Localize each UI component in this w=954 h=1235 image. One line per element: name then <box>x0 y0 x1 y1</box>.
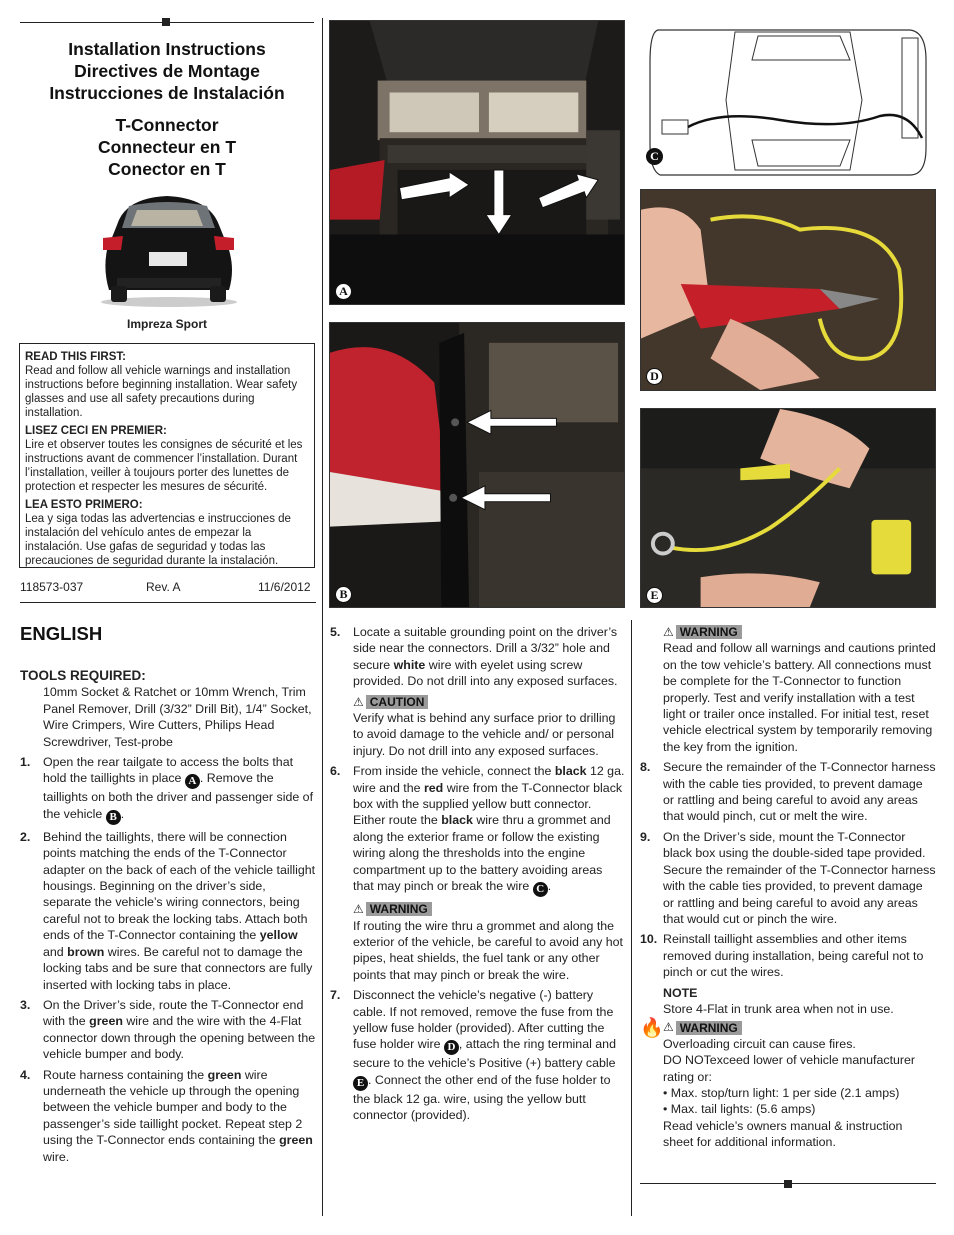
tools-list: 10mm Socket & Ratchet or 10mm Wrench, Trim Panel Remover, Drill (3/32” Drill Bit), 1/4” Socket, Wire Crimpers, Wire Cutters, Philips Head Screwdriver, Test-probe <box>43 685 312 749</box>
step-1: 1. Open the rear tailgate to access the bolts that hold the taillights in place A . Remove the taillights on both the driver and passenger side of the vehicle B . <box>20 755 314 823</box>
column-1 <box>20 668 316 1169</box>
photo-a-open-tailgate <box>329 20 625 305</box>
vehicle-image <box>97 190 240 308</box>
step-7: 7. Disconnect the vehicle’s negative (-) battery cable. If not removed, remove the fuse from the yellow fuse holder (provided). After cutting the fuse holder wire D , attach the ring terminal and secure to the vehicle’s Positive (+) battery cable E . Connect the other end of the fuse holder to the black 12 ga. wire, using the yellow butt connector (provided). <box>330 988 616 1123</box>
notice-fr-body: Lire et observer toutes les consignes de sécurité et les instructions avant de commencer l’installation. Durant l’installation, veiller à toujours porter des lunettes de protection et respecter les mesures de sécurité. <box>25 439 303 493</box>
step-10: 10. Reinstall taillight assemblies and other items removed during installation, being careful not to pinch or cut the wires. <box>640 932 924 980</box>
ref-a-icon: A <box>185 774 200 789</box>
fire-hazard-icon: 🔥 <box>640 1018 664 1040</box>
step-6: 6. From inside the vehicle, connect the black 12 ga. wire and the red wire from the T-Connector black box with the supplied yellow butt connector. Either route the black wire thru a grommet and along the exterior frame or follow the existing wiring along the thresholds into the engine compartment up to the battery avoiding areas that may pinch or break the wire C . <box>330 764 625 896</box>
photo-e-battery-connection <box>640 408 936 608</box>
step-8: 8. Secure the remainder of the T-Connector harness with the cable ties provided, to prevent damage or rattling and being careful to avoid any areas that would pinch, cut or melt the wire. <box>640 760 936 824</box>
notice-es-body: Lea y siga todas las advertencias e instrucciones de instalación del vehículo antes de empezar la instalación. Use gafas de seguridad y todas las precauciones de seguridad durante la instalación. <box>25 513 291 567</box>
ref-d-icon: D <box>444 1040 459 1055</box>
caution-label: ⚠ CAUTION <box>353 694 428 710</box>
photo-b-taillight-bolts <box>329 322 625 608</box>
diagram-c-wire-routing <box>640 20 936 183</box>
language-heading: ENGLISH <box>20 623 103 644</box>
column-2 <box>330 624 626 1128</box>
photo-d-label: D <box>646 368 663 385</box>
info-rule <box>20 602 316 603</box>
bottom-marker-right <box>784 1180 792 1188</box>
doc-date: 11/6/2012 <box>258 580 311 594</box>
top-marker-left <box>162 18 170 26</box>
step-4: 4. Route harness containing the green wire underneath the vehicle up through the opening between the vehicle bumper and body to the passenger’s side taillight pocket. Repeat step 2 using the T-Connector ends containing the green wire. <box>20 1067 313 1164</box>
notice-fr-heading: LISEZ CECI EN PREMIER: <box>25 425 167 437</box>
title-block <box>20 38 314 180</box>
diagram-c-label: C <box>646 148 663 165</box>
title-en: Installation Instructions <box>68 39 266 59</box>
warning-6 <box>330 901 626 983</box>
final-warning-line-1: Overloading circuit can cause fires. <box>663 1036 856 1051</box>
step-10-number: 10. <box>640 932 658 947</box>
caution-5-text: Verify what is behind any surface prior to drilling to avoid damage to the vehicle and/ or personal injury. Do not drill into any exposed surfaces. <box>353 711 616 758</box>
step-9: 9. On the Driver’s side, mount the T-Connector black box using the double-sided tape provided. Secure the remainder of the T-Connector harness with the cable ties provided, to prevent damage or rattling and being careful to avoid any areas that would cut or pinch the wire. <box>640 829 936 926</box>
step-7-number: 7. <box>330 988 341 1003</box>
ref-e-icon: E <box>353 1076 368 1091</box>
step-9-number: 9. <box>640 829 651 844</box>
note-text: Store 4-Flat in trunk area when not in use. <box>663 1001 894 1016</box>
step-3: 3. On the Driver’s side, route the T-Connector end with the green wire and the wire with the 4-Flat connector down through the opening between the vehicle bumper and body. <box>20 997 316 1062</box>
step-2: 2. Behind the taillights, there will be connection points matching the ends of the T-Connector adapter on the back of each of the vehicle taillight housings. Beginning on the driver’s side, separate the vehicle’s wiring connectors, being careful not to break the locking tabs. Attach both ends of the T-Connector containing the yellow and brown wires. Be careful not to damage the locking tabs and be sure that connectors are fully inserted with locking tabs in place. <box>20 829 316 992</box>
step-5-number: 5. <box>330 625 341 639</box>
product-es: Conector en T <box>108 159 226 179</box>
photo-b-label: B <box>335 586 352 603</box>
note-block <box>640 985 936 1018</box>
warning-triangle-icon: ⚠ <box>663 625 674 639</box>
read-first-box <box>19 343 315 568</box>
warning-triangle-icon: ⚠ <box>663 1020 674 1035</box>
product-fr: Connecteur en T <box>97 137 237 157</box>
final-warning-line-4: • Max. tail lights: (5.6 amps) <box>663 1102 816 1117</box>
final-warning <box>640 1019 936 1150</box>
product-en: T-Connector <box>115 115 219 135</box>
ref-c-icon: C <box>533 882 548 897</box>
warning-label: ⚠ WARNING <box>663 624 742 640</box>
step-3-number: 3. <box>20 997 31 1012</box>
warning-label: ⚠ WARNING <box>353 901 432 917</box>
column-divider-right <box>631 620 632 1216</box>
caution-5 <box>330 694 626 760</box>
tools-heading: TOOLS REQUIRED: <box>20 668 146 683</box>
photo-d-cutting-fuse-wire <box>640 189 936 391</box>
title-fr: Directives de Montage <box>74 61 260 81</box>
final-warning-line-5: Read vehicle’s owners manual & instruction sheet for additional information. <box>663 1118 903 1150</box>
step-8-number: 8. <box>640 760 651 775</box>
part-number: 118573-037 <box>20 580 84 594</box>
notice-es-heading: LEA ESTO PRIMERO: <box>25 499 143 511</box>
warning-7 <box>640 624 936 755</box>
step-6-number: 6. <box>330 764 341 779</box>
warning-6-text: If routing the wire thru a grommet and along the exterior of the vehicle, be careful to avoid any hot pipes, heat shields, the fuel tank or any other points that may pinch or break the wire. <box>353 918 623 982</box>
warning-triangle-icon: ⚠ <box>353 902 364 917</box>
note-label: NOTE <box>663 985 698 1000</box>
step-5: 5. Locate a suitable grounding point on the driver’s side near the connectors. Drill a 3/32” hole and secure white wire with eyelet using screw provided. Do not drill into any exposed surfaces. <box>330 625 618 689</box>
notice-en-heading: READ THIS FIRST: <box>25 351 126 363</box>
notice-en-body: Read and follow all vehicle warnings and installation instructions before beginning installation. Wear safety glasses and use all safety precautions during installation. <box>25 365 298 419</box>
final-warning-line-2: DO NOTexceed lower of vehicle manufacturer rating or: <box>663 1053 916 1084</box>
warning-7-text: Read and follow all warnings and cautions printed on the tow vehicle’s battery. All connections must be complete for the T-Connector to function properly. Test and verify installation with a test light or trailer once installed. For initial test, reset vehicle electrical system by temporarily removing the key from the ignition. <box>663 641 936 754</box>
photo-a-label: A <box>335 283 352 300</box>
photo-e-label: E <box>646 587 663 604</box>
revision: Rev. A <box>146 580 181 594</box>
title-es: Instrucciones de Instalación <box>49 83 285 103</box>
step-1-number: 1. <box>20 755 31 770</box>
vehicle-caption: Impreza Sport <box>126 317 207 331</box>
column-divider-left <box>322 18 323 1216</box>
step-2-number: 2. <box>20 829 31 844</box>
ref-b-icon: B <box>106 810 121 825</box>
column-3 <box>640 624 936 1151</box>
warning-label: ⚠ WARNING <box>663 1019 742 1035</box>
step-4-number: 4. <box>20 1067 31 1082</box>
final-warning-line-3: • Max. stop/turn light: 1 per side (2.1 amps) <box>663 1085 900 1100</box>
warning-triangle-icon: ⚠ <box>353 694 364 709</box>
